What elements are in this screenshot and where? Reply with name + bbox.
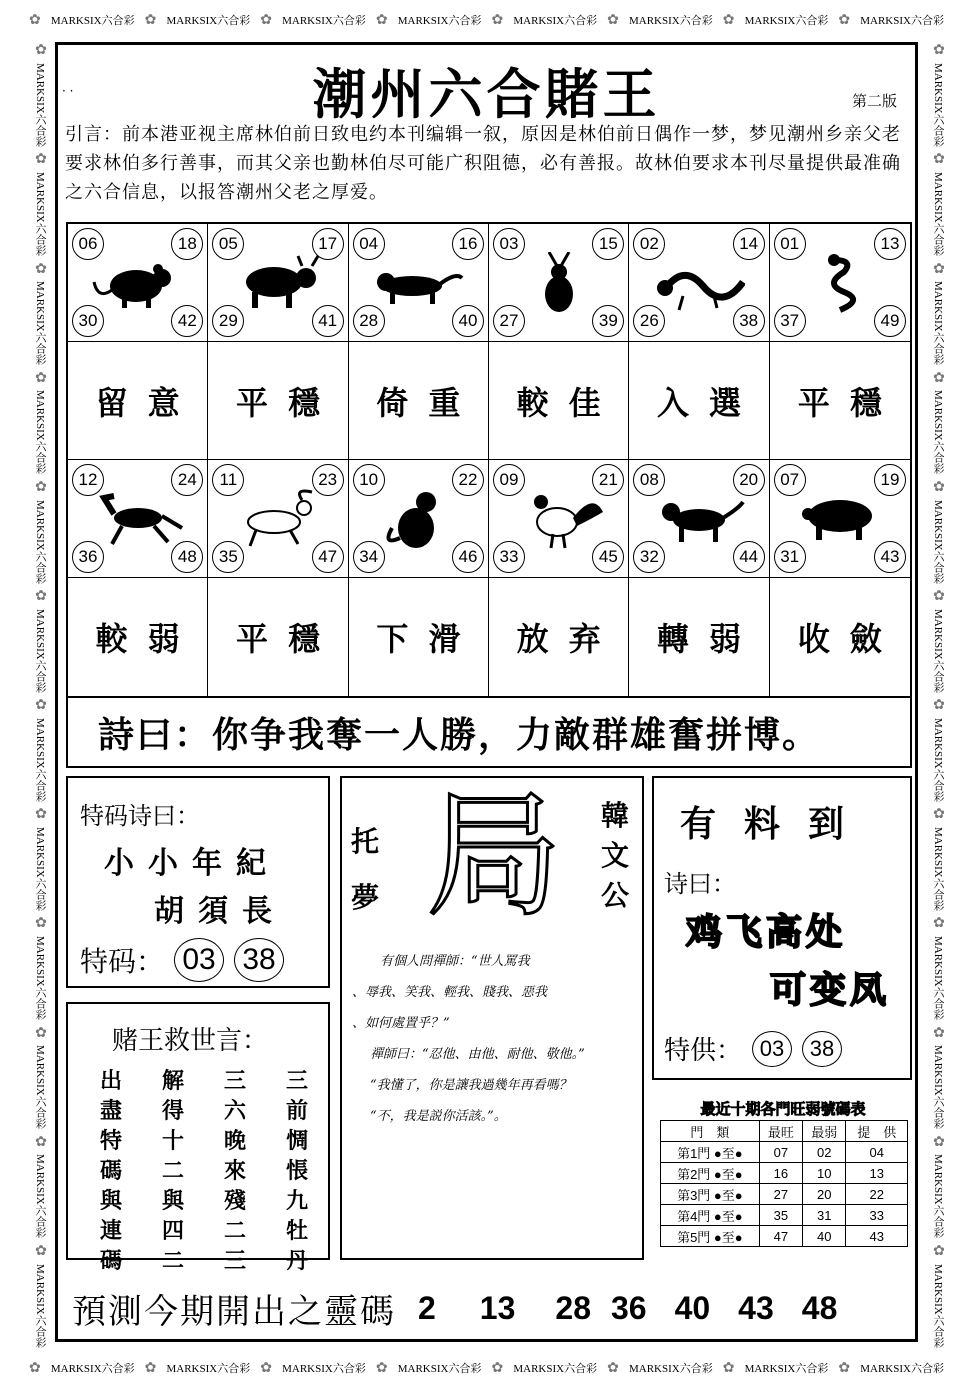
- number-ball: 40: [452, 305, 484, 337]
- rescue-box: [66, 1002, 330, 1274]
- table-row: [661, 1226, 908, 1247]
- material-code-label: 特供：: [664, 1036, 743, 1066]
- dream-left-label: [348, 814, 382, 926]
- zodiac-note: 較佳: [489, 342, 629, 460]
- rescue-char: 二: [161, 1248, 184, 1274]
- watermark-text: MARKSIX六合彩: [932, 608, 944, 693]
- number-ball: 27: [493, 305, 525, 337]
- number-ball: 04: [353, 228, 385, 260]
- watermark-text: MARKSIX六合彩: [744, 1363, 829, 1375]
- number-ball: 09: [493, 464, 525, 496]
- flower-ornament-icon: ✿: [33, 915, 48, 932]
- rescue-columns: [98, 1066, 310, 1276]
- number-ball: 36: [72, 541, 104, 573]
- number-ball: 01: [774, 228, 806, 260]
- watermark-text: MARKSIX六合彩: [932, 1263, 944, 1348]
- monkey-icon: [372, 488, 464, 550]
- material-label: 诗曰：: [664, 870, 736, 898]
- rescue-char: 丹: [285, 1248, 308, 1274]
- dream-box: [340, 776, 644, 1260]
- number-ball: 31: [774, 541, 806, 573]
- zodiac-cell-pig: [770, 460, 910, 578]
- number-ball: 03: [493, 228, 525, 260]
- number-ball: 41: [312, 305, 344, 337]
- table-cell: 第4門 ●至●: [661, 1205, 760, 1226]
- table-header: 最旺: [759, 1121, 802, 1142]
- edition-label: 第二版: [852, 92, 898, 110]
- prediction-number: 2: [418, 1290, 436, 1326]
- flower-ornament-icon: ✿: [260, 12, 273, 28]
- table-cell: 第1門 ●至●: [661, 1142, 760, 1163]
- flower-ornament-icon: ✿: [33, 806, 48, 823]
- number-ball: 43: [874, 541, 906, 573]
- table-cell: 04: [846, 1142, 908, 1163]
- rescue-char: 碼: [99, 1158, 122, 1184]
- flower-ornament-icon: ✿: [33, 151, 48, 168]
- number-ball: 24: [171, 464, 203, 496]
- number-ball: 33: [493, 541, 525, 573]
- number-ball: 45: [592, 541, 624, 573]
- flower-ornament-icon: ✿: [33, 1024, 48, 1041]
- special-code-label: 特码：: [80, 945, 165, 978]
- intro-text: 引言：前本港亚视主席林伯前日致电约本刊编辑一叙，原因是林伯前日偶作一梦，梦见潮州乡亲父老要求林伯多行善事，而其父亲也勤林伯尽可能广积阻德，必有善报。故林伯要求本刊尽量提供最准确之六合信息，以报答潮州父老之厚爱。: [65, 124, 901, 203]
- zodiac-note: 平穩: [208, 578, 348, 696]
- flower-ornament-icon: ✿: [491, 12, 504, 28]
- flower-ornament-icon: ✿: [33, 42, 48, 59]
- flower-ornament-icon: ✿: [144, 12, 157, 28]
- horse-icon: [92, 488, 184, 550]
- special-poem-box: [66, 776, 330, 988]
- rescue-char: 來: [223, 1158, 246, 1184]
- watermark-text: MARKSIX六合彩: [34, 1045, 46, 1130]
- flower-ornament-icon: ✿: [931, 1024, 946, 1041]
- flower-ornament-icon: ✿: [33, 1242, 48, 1259]
- number-ball: 06: [72, 228, 104, 260]
- material-code: 38: [802, 1031, 842, 1067]
- rescue-char: 與: [99, 1188, 122, 1214]
- watermark-text: MARKSIX六合彩: [932, 1045, 944, 1130]
- rescue-char: 牡: [285, 1218, 308, 1244]
- watermark-text: MARKSIX六合彩: [34, 1263, 46, 1348]
- dream-line: 禪師曰：“忍他、由他、耐他、敬他。”: [370, 1047, 585, 1062]
- number-ball: 18: [171, 228, 203, 260]
- special-poem-label: 特码诗曰：: [80, 802, 200, 830]
- watermark-text: MARKSIX六合彩: [50, 15, 135, 27]
- page-title: 潮州六合賭王: [312, 62, 661, 126]
- flower-ornament-icon: ✿: [931, 478, 946, 495]
- flower-ornament-icon: ✿: [33, 588, 48, 605]
- stats-table: [660, 1120, 908, 1247]
- dream-right-char: 文: [600, 839, 629, 872]
- dream-right-char: 公: [600, 879, 629, 912]
- dream-line: 、如何處置乎？”: [352, 1016, 450, 1031]
- flower-ornament-icon: ✿: [838, 12, 851, 28]
- rescue-char: 十: [161, 1128, 184, 1154]
- table-row: [661, 1184, 908, 1205]
- watermark-text: MARKSIX六合彩: [513, 15, 598, 27]
- poem-banner: 詩曰：你争我奪一人勝，力敵群雄奮拼博。: [66, 696, 912, 768]
- watermark-text: MARKSIX六合彩: [744, 15, 829, 27]
- corner-mark: · ·: [62, 84, 74, 98]
- number-ball: 13: [874, 228, 906, 260]
- number-ball: 15: [592, 228, 624, 260]
- number-ball: 07: [774, 464, 806, 496]
- table-cell: 07: [759, 1142, 802, 1163]
- watermark-text: MARKSIX六合彩: [628, 15, 713, 27]
- rescue-char: 晚: [223, 1128, 246, 1154]
- rescue-char: 盡: [99, 1098, 122, 1124]
- zodiac-note: 留意: [68, 342, 208, 460]
- material-line1: 鸡飞高处: [686, 912, 847, 953]
- flower-ornament-icon: ✿: [33, 1133, 48, 1150]
- number-ball: 12: [72, 464, 104, 496]
- special-code-row: [80, 938, 284, 982]
- watermark-text: MARKSIX六合彩: [34, 827, 46, 911]
- rescue-column: [98, 1066, 124, 1276]
- table-cell: 16: [759, 1163, 802, 1184]
- zodiac-note: 下滑: [349, 578, 489, 696]
- number-ball: 26: [633, 305, 665, 337]
- number-ball: 35: [212, 541, 244, 573]
- number-ball: 10: [353, 464, 385, 496]
- flower-ornament-icon: ✿: [260, 1360, 273, 1376]
- number-ball: 19: [874, 464, 906, 496]
- zodiac-cell-rat: [68, 224, 208, 342]
- rescue-column: [284, 1066, 310, 1276]
- prediction-label: 預測今期開出之靈碼: [72, 1292, 396, 1332]
- flower-ornament-icon: ✿: [838, 1360, 851, 1376]
- rescue-char: 解: [161, 1068, 184, 1094]
- watermark-text: MARKSIX六合彩: [932, 717, 944, 802]
- number-ball: 32: [633, 541, 665, 573]
- watermark-text: MARKSIX六合彩: [628, 1363, 713, 1375]
- flower-ornament-icon: ✿: [607, 1360, 619, 1376]
- zodiac-cell-snake: [770, 224, 910, 342]
- special-code: 38: [234, 938, 284, 982]
- watermark-text: MARKSIX六合彩: [282, 15, 366, 27]
- table-cell: 02: [803, 1142, 846, 1163]
- zodiac-note: 入選: [629, 342, 769, 460]
- watermark-text: MARKSIX六合彩: [932, 827, 944, 911]
- flower-ornament-icon: ✿: [33, 697, 48, 714]
- watermark-text: MARKSIX六合彩: [34, 936, 46, 1020]
- table-cell: 10: [803, 1163, 846, 1184]
- watermark-text: MARKSIX六合彩: [34, 499, 46, 584]
- table-cell: 33: [846, 1205, 908, 1226]
- watermark-text: MARKSIX六合彩: [34, 281, 46, 366]
- number-ball: 21: [592, 464, 624, 496]
- number-ball: 14: [733, 228, 765, 260]
- zodiac-cell-horse: [68, 460, 208, 578]
- rescue-char: 六: [223, 1098, 246, 1124]
- material-code-row: [664, 1030, 842, 1067]
- rescue-char: 三: [223, 1068, 246, 1094]
- watermark-text: MARKSIX六合彩: [860, 15, 944, 27]
- watermark-text: MARKSIX六合彩: [932, 390, 944, 475]
- dream-line: 、辱我、笑我、輕我、賤我、惡我: [352, 985, 548, 1000]
- rescue-char: 特: [99, 1128, 122, 1154]
- zodiac-cell-rooster: [489, 460, 629, 578]
- table-cell: 47: [759, 1226, 802, 1247]
- number-ball: 02: [633, 228, 665, 260]
- dream-line: “我懂了，你是讓我過幾年再看嗎？: [370, 1078, 572, 1093]
- number-ball: 05: [212, 228, 244, 260]
- flower-ornament-icon: ✿: [144, 1360, 157, 1376]
- table-cell: 第2門 ●至●: [661, 1163, 760, 1184]
- watermark-text: MARKSIX六合彩: [513, 1363, 598, 1375]
- number-ball: 42: [171, 305, 203, 337]
- flower-ornament-icon: ✿: [931, 369, 946, 386]
- table-row: [661, 1163, 908, 1184]
- rescue-char: 與: [161, 1188, 184, 1214]
- number-ball: 17: [312, 228, 344, 260]
- rescue-char: 殘: [223, 1188, 246, 1214]
- dream-left-char: 夢: [350, 881, 379, 914]
- flower-ornament-icon: ✿: [29, 12, 41, 28]
- number-ball: 38: [733, 305, 765, 337]
- dream-right-label: [598, 796, 632, 916]
- flower-ornament-icon: ✿: [931, 697, 946, 714]
- watermark-text: MARKSIX六合彩: [397, 15, 482, 27]
- rescue-char: 二: [161, 1158, 184, 1184]
- number-ball: 23: [312, 464, 344, 496]
- flower-ornament-icon: ✿: [722, 12, 735, 28]
- dragon-icon: [653, 252, 745, 314]
- zodiac-cell-monkey: [349, 460, 489, 578]
- number-ball: 49: [874, 305, 906, 337]
- zodiac-cell-ox: [208, 224, 348, 342]
- watermark-text: MARKSIX六合彩: [166, 1363, 251, 1375]
- watermark-band-right: [926, 40, 950, 1350]
- number-ball: 16: [452, 228, 484, 260]
- zodiac-note: 轉弱: [629, 578, 769, 696]
- number-ball: 48: [171, 541, 203, 573]
- flower-ornament-icon: ✿: [33, 260, 48, 277]
- pig-icon: [794, 488, 886, 550]
- flower-ornament-icon: ✿: [33, 369, 48, 386]
- material-line2: 可变凤: [770, 970, 891, 1011]
- number-ball: 44: [733, 541, 765, 573]
- rescue-char: 碼: [99, 1248, 122, 1274]
- rescue-char: 前: [285, 1098, 308, 1124]
- watermark-text: MARKSIX六合彩: [34, 717, 46, 802]
- prediction-number: 40: [674, 1290, 711, 1326]
- table-row: [661, 1205, 908, 1226]
- number-ball: 28: [353, 305, 385, 337]
- rescue-char: 三: [285, 1068, 308, 1094]
- watermark-text: MARKSIX六合彩: [397, 1363, 482, 1375]
- number-ball: 34: [353, 541, 385, 573]
- rescue-column: [160, 1066, 186, 1276]
- rabbit-icon: [513, 252, 605, 314]
- zodiac-note: 平穩: [770, 342, 910, 460]
- watermark-text: MARKSIX六合彩: [932, 172, 944, 256]
- dream-right-char: 韓: [600, 799, 629, 832]
- dream-big-char: 局: [426, 778, 562, 936]
- table-cell: 22: [846, 1184, 908, 1205]
- flower-ornament-icon: ✿: [931, 915, 946, 932]
- watermark-text: MARKSIX六合彩: [860, 1363, 944, 1375]
- snake-icon: [794, 252, 886, 314]
- number-ball: 46: [452, 541, 484, 573]
- watermark-text: MARKSIX六合彩: [932, 63, 944, 147]
- table-header-row: [661, 1121, 908, 1142]
- table-cell: 40: [803, 1226, 846, 1247]
- watermark-text: MARKSIX六合彩: [50, 1363, 135, 1375]
- flower-ornament-icon: ✿: [931, 42, 946, 59]
- number-ball: 08: [633, 464, 665, 496]
- watermark-text: MARKSIX六合彩: [932, 1154, 944, 1239]
- rescue-column: [222, 1066, 248, 1276]
- zodiac-cell-goat: [208, 460, 348, 578]
- flower-ornament-icon: ✿: [931, 1242, 946, 1259]
- material-heading: 有料到: [680, 804, 873, 845]
- prediction-number: 48: [801, 1290, 838, 1326]
- table-cell: 43: [846, 1226, 908, 1247]
- zodiac-note: 倚重: [349, 342, 489, 460]
- watermark-text: MARKSIX六合彩: [34, 1154, 46, 1239]
- rescue-char: 得: [161, 1098, 184, 1124]
- prediction-number: 13: [479, 1290, 516, 1326]
- flower-ornament-icon: ✿: [931, 806, 946, 823]
- prediction-number: 43: [738, 1290, 774, 1326]
- table-cell: 第3門 ●至●: [661, 1184, 760, 1205]
- rescue-char: 三: [223, 1248, 246, 1274]
- number-ball: 29: [212, 305, 244, 337]
- zodiac-note: 收斂: [797, 620, 902, 658]
- watermark-band-left: [28, 40, 52, 1350]
- dog-icon: [653, 488, 745, 550]
- zodiac-note: 平穩: [208, 342, 348, 460]
- watermark-text: MARKSIX六合彩: [932, 936, 944, 1020]
- rescue-title: 赌王救世言：: [112, 1026, 269, 1056]
- flower-ornament-icon: ✿: [33, 478, 48, 495]
- number-ball: 47: [312, 541, 344, 573]
- table-row: [661, 1142, 908, 1163]
- rescue-char: 出: [99, 1068, 122, 1094]
- dream-line: 有個人問禪師：“世人罵我: [380, 954, 530, 969]
- flower-ornament-icon: ✿: [29, 1360, 41, 1376]
- material-box: [652, 776, 912, 1080]
- table-cell: 第5門 ●至●: [661, 1226, 760, 1247]
- zodiac-cell-dog: [629, 460, 769, 578]
- zodiac-cell-dragon: [629, 224, 769, 342]
- table-cell: 35: [759, 1205, 802, 1226]
- watermark-band-bottom: [24, 1356, 949, 1380]
- prediction-number: 36: [610, 1290, 647, 1326]
- number-ball: 11: [212, 464, 244, 496]
- flower-ornament-icon: ✿: [607, 12, 619, 28]
- tiger-icon: [372, 252, 464, 314]
- rescue-char: 四: [161, 1218, 184, 1244]
- table-cell: 20: [803, 1184, 846, 1205]
- special-code: 03: [174, 938, 224, 982]
- rescue-char: 二: [223, 1218, 246, 1244]
- rescue-char: 惆: [285, 1128, 308, 1154]
- material-code: 03: [752, 1031, 792, 1067]
- number-ball: 20: [733, 464, 765, 496]
- table-header: 最弱: [803, 1121, 846, 1142]
- table-cell: 27: [759, 1184, 802, 1205]
- number-ball: 30: [72, 305, 104, 337]
- zodiac-note: 較弱: [68, 578, 208, 696]
- number-ball: 39: [592, 305, 624, 337]
- special-poem-line2: 胡須長: [154, 894, 286, 929]
- flower-ornament-icon: ✿: [931, 260, 946, 277]
- watermark-text: MARKSIX六合彩: [34, 172, 46, 256]
- zodiac-cell-tiger: [349, 224, 489, 342]
- rescue-char: 連: [99, 1218, 122, 1244]
- rooster-icon: [513, 488, 605, 550]
- flower-ornament-icon: ✿: [375, 12, 388, 28]
- zodiac-note: 放弃: [489, 578, 629, 696]
- watermark-text: MARKSIX六合彩: [282, 1363, 366, 1375]
- rescue-char: 悵: [285, 1158, 308, 1184]
- rat-icon: [92, 252, 184, 314]
- watermark-text: MARKSIX六合彩: [932, 499, 944, 584]
- dream-story: [352, 946, 640, 1132]
- watermark-band-top: [24, 8, 949, 32]
- flower-ornament-icon: ✿: [931, 588, 946, 605]
- flower-ornament-icon: ✿: [722, 1360, 735, 1376]
- watermark-text: MARKSIX六合彩: [34, 390, 46, 475]
- prediction-number: 28: [555, 1290, 591, 1326]
- zodiac-cell-rabbit: [489, 224, 629, 342]
- table-header: 門 類: [661, 1121, 760, 1142]
- number-ball: 22: [452, 464, 484, 496]
- table-cell: 31: [803, 1205, 846, 1226]
- stats-table-title: 最近十期各門旺弱號碼表: [700, 1100, 866, 1118]
- special-poem-line1: 小小年紀: [104, 846, 280, 881]
- zodiac-grid: [66, 222, 912, 698]
- watermark-text: MARKSIX六合彩: [34, 608, 46, 693]
- table-header: 提 供: [846, 1121, 908, 1142]
- dream-left-char: 托: [350, 825, 379, 858]
- flower-ornament-icon: ✿: [375, 1360, 388, 1376]
- table-cell: 13: [846, 1163, 908, 1184]
- rescue-char: 九: [285, 1188, 308, 1214]
- prediction-footer: [72, 1284, 912, 1333]
- dream-line: “不，我是説你活該。”。: [370, 1109, 507, 1124]
- flower-ornament-icon: ✿: [491, 1360, 504, 1376]
- watermark-text: MARKSIX六合彩: [34, 63, 46, 147]
- goat-icon: [232, 488, 324, 550]
- flower-ornament-icon: ✿: [931, 1133, 946, 1150]
- ox-icon: [232, 252, 324, 314]
- number-ball: 37: [774, 305, 806, 337]
- watermark-text: MARKSIX六合彩: [166, 15, 251, 27]
- flower-ornament-icon: ✿: [931, 151, 946, 168]
- watermark-text: MARKSIX六合彩: [932, 281, 944, 366]
